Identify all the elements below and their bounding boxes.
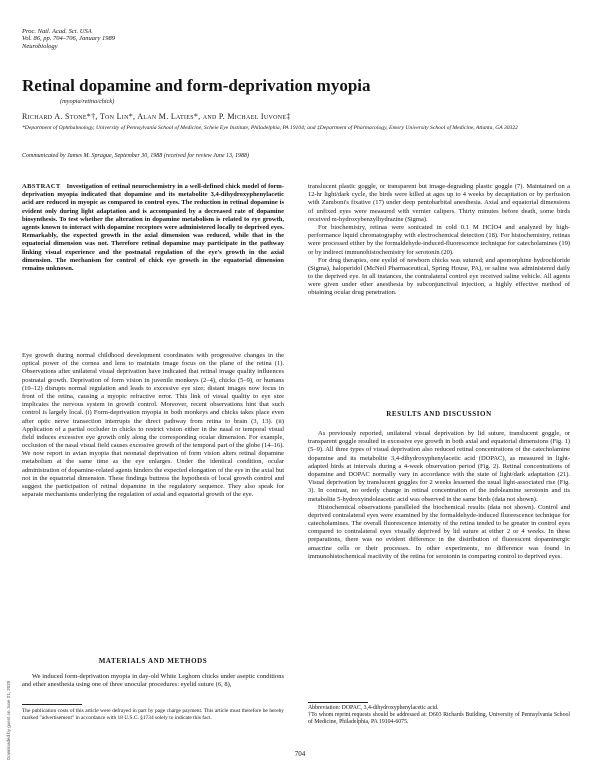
abbreviation-footnote: Abbreviation: DOPAC, 3,4-dihydroxyphenylacetic acid. [308,705,439,711]
intro-paragraph: Eye growth during normal childhood development coordinates with progressive changes in the optical power of the cornea and lens to maintain image focus on the plane of the retina (1). Observations after unilateral visual deprivation have indicated that retinal image quality influences postnatal growth. Deprivation of form vision in juvenile monkeys (2–4), chicks (5–9), or humans (10–12) disrupts normal regulation and leads to excessive eye size; distant images now focus in front of the retina, causing a myopic refractive error. This link of visual quality to eye size implicates the nervous system in growth control. Moreover, recent observations hint that such control is largely local. (i) Form-deprivation myopia in both monkeys and chicks takes place even after optic nerve transection interrupts the direct pathway from retina to brain (3, 13). (ii) Application of a partial occluder in chicks to restrict vision either in the nasal or temporal visual field induces excessive eye growth only along the corresponding ocular dimension. For example, occlusion of the nasal visual field causes excessive growth of the temporal part of the globe (14–16). We now report in avian myopia that neonatal deprivation of form vision alters retinal dopamine metabolism at the same time as the eye enlarges. Under the identical condition, ocular administration of dopamine-related agents hinders the expected elongation of the eye in the axial but not in the equatorial dimension. These findings buttress the hypothesis of local growth control and suggest the participation of retinal dopamine in the regulatory sequence. They also speak for separate mechanisms underlying the regulation of axial and equatorial growth of the eye. [22,352,284,499]
methods-continued [308,183,570,298]
abstract-text: Investigation of retinal neurochemistry in a well-defined chick model of form-deprivation myopia indicated that dopamine and its metabolite 3,4-dihydroxyphenylacetic acid are reduced in myopic as compared to control eyes. The reduction in retinal dopamine is evident only during light adaptation and is accompanied by a decreased rate of dopamine biosynthesis. To test whether the alteration in dopamine metabolism is related to eye growth, agents known to interact with dopamine receptors were administered locally to deprived eyes. Remarkably, the expected growth in the axial dimension was reduced, while that in the equatorial dimension was not. Therefore retinal dopamine may participate in the pathway linking visual experience and the postnatal regulation of the eye's growth in the axial dimension. The mechanism for control of chick eye growth in the equatorial dimension remains unknown. [22,183,284,272]
download-stamp [4,560,12,760]
methods-paragraph: We induced form-deprivation myopia in day-old White Leghorn chicks under aseptic conditions and ether anesthesia using one of three unocular procedures: eyelid suture (6, 8), [22,673,284,689]
abstract-label: ABSTRACT [22,183,61,190]
keywords: (myopia/retina/chick) [60,98,115,105]
methods-heading: MATERIALS AND METHODS [98,657,208,665]
methods-paragraph-2: translucent plastic goggle, or transparent but image-degrading plastic goggle (7). Maintained on a 12-hr light/dark cycle, the birds were killed at ages up to 4 weeks by decapitation or by perfusion with Zamboni's fixative (17) under deep pentobarbital anesthesia. Axial and equatorial dimensions of unfixed eyes were measured with vernier calipers. Thirty minutes before death, some birds received m-hydroxybenzylhydrazine (Sigma). [308,183,570,223]
page-number: 704 [294,750,306,758]
affiliations: *Department of Ophthalmology, University of Pennsylvania School of Medicine, Scheie Eye Institute, Philadelphia, PA 19104; and ‡Department of Pharmacology, Emory University School of Medicine, Atlanta, GA 30322 [22,125,518,131]
introduction [22,352,284,499]
journal-section: Neurobiology [22,42,58,50]
methods-section [22,673,284,689]
abstract [22,183,284,273]
results-paragraph-2: Histochemical observations paralleled the biochemical results (data not shown). Control and deprived contralateral eyes were examined by the formaldehyde-induced fluorescence technique for catecholamines. The overall fluorescence intensity of the retina tended to be greater in control eyes compared to contralateral eyes visually deprived by lid suture at either 2 or 4 weeks. In these preparations, there was no evident difference in the distribution of fluorescent dopaminergic amacrine cells or their processes. In other experiments, no difference was found in immunohistochemical reactivity of the retina for serotonin in comparing control to deprived eyes. [308,503,570,560]
communicated-by: Communicated by James M. Sprague, September 30, 1988 (received for review June 13, 1988) [22,153,249,159]
footnote-divider-right [308,702,368,703]
footnote-divider-left [22,704,82,705]
publication-cost-footnote: The publication costs of this article were defrayed in part by page charge payment. This article must therefore be hereby marked "advertisement" in accordance with 18 U.S.C. §1734 solely to indicate this fact. [22,708,284,721]
download-stamp-text: Downloaded by guest on June 21, 2020 [6,680,11,760]
paper-title: Retinal dopamine and form-deprivation myopia [22,76,371,95]
journal-volume: Vol. 86, pp. 704–706, January 1989 [22,35,115,43]
journal-name: Proc. Natl. Acad. Sci. USA [22,28,92,35]
journal-header [22,28,115,50]
results-heading: RESULTS AND DISCUSSION [386,410,492,418]
right-footnotes [308,705,570,726]
methods-paragraph-3: For biochemistry, retinas were sonicated in cold 0.1 M HClO4 and analyzed by high-performance liquid chromatography with electrochemical detection (18). For histochemistry, retinas were processed either by the formaldehyde-induced-fluorescence technique for catecholamines (19) or by indirect immunohistochemistry for serotonin (20). [308,223,570,256]
authors: Richard A. Stone*†, Ton Lin*, Alan M. Laties*, and P. Michael Iuvone‡ [22,112,291,121]
results-paragraph-1: As previously reported, unilateral visual deprivation by lid suture, translucent goggle, or transparent goggle resulted in excessive eye growth in both axial and equatorial dimensions (Fig. 1) (5–9). All three types of visual deprivation also reduced retinal concentrations of the catecholamine dopamine and its metabolite 3,4-dihydroxyphenylacetic acid (DOPAC), as measured in light-adapted birds at intervals during a 4-week observation period (Fig. 2). Retinal concentrations of dopamine and DOPAC normally vary in accordance with the state of light/dark adaptation (21). Visual deprivation by translucent goggles for 2 weeks lessened the usual light-associated rise (Fig. 3). In contrast, no orderly change in retinal concentration of the indoleamine serotonin and its metabolite 5-hydroxyindoleacetic acid was observed in the same birds (data not shown). [308,430,570,503]
results-section [308,430,570,561]
methods-paragraph-4: For drug therapies, one eyelid of newborn chicks was sutured; and apomorphine hydrochloride (Sigma), haloperidol (McNeil Pharmaceutical, Spring House, PA), or saline was administered daily to the deprived eye. In all instances, the contralateral control eye received saline vehicle. All agents were given under ether anesthesia by subconjunctival injection, a highly effective method of obtaining ocular drug penetration. [308,256,570,297]
reprint-footnote: †To whom reprint requests should be addressed at: D603 Richards Building, University of Pennsylvania School of Medicine, Philadelphia, PA 19104-6075. [308,712,570,725]
